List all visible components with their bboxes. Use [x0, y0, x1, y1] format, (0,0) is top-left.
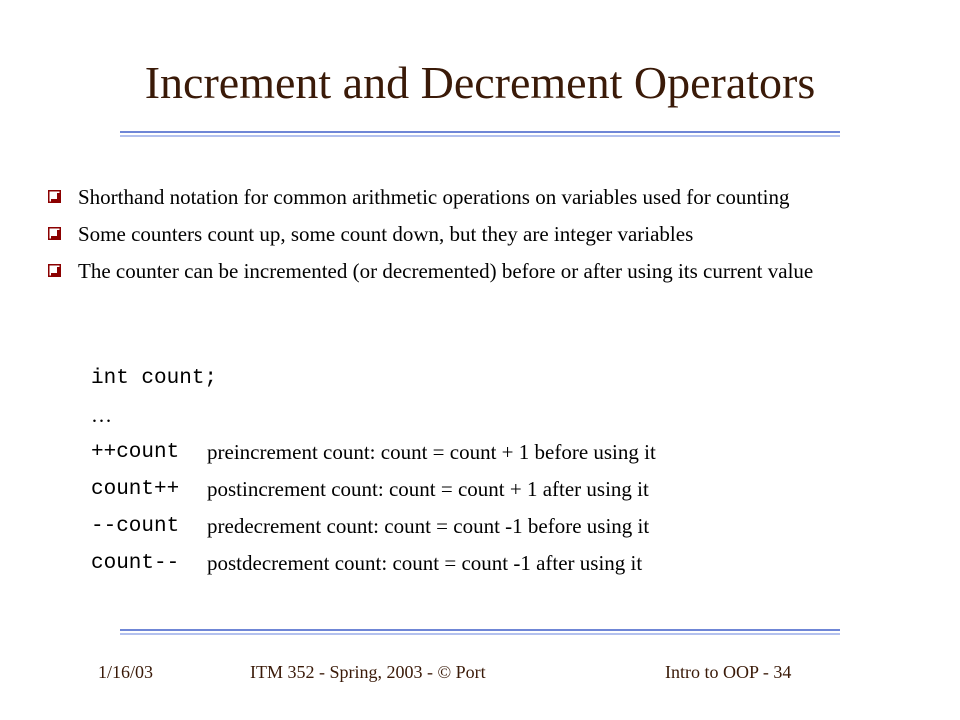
bullet-list	[46, 183, 906, 294]
code-declaration: int count;	[91, 367, 218, 390]
footer-divider	[120, 629, 840, 635]
operator-code: ++count	[91, 441, 180, 464]
operator-code: count++	[91, 478, 180, 501]
bullet-text: The counter can be incremented (or decremented) before or after using its current value	[78, 259, 814, 283]
bullet-text: Some counters count up, some count down, but they are integer variables	[78, 222, 694, 246]
operator-code: count--	[91, 552, 180, 575]
operator-row	[91, 508, 871, 545]
bullet-box-icon	[48, 264, 61, 277]
code-ellipsis-line	[91, 397, 871, 434]
operator-row	[91, 545, 871, 582]
bullet-text: Shorthand notation for common arithmetic operations on variables used for counting	[78, 185, 790, 209]
bullet-box-icon	[48, 227, 61, 240]
footer-page-number: Intro to OOP - 34	[665, 662, 792, 682]
operator-row	[91, 471, 871, 508]
operator-description: preincrement count: count = count + 1 before using it	[207, 440, 656, 464]
operator-description: postincrement count: count = count + 1 after using it	[207, 477, 649, 501]
title-divider	[120, 131, 840, 137]
bullet-item	[46, 220, 906, 248]
footer-date: 1/16/03	[98, 662, 154, 682]
operator-description: predecrement count: count = count -1 before using it	[207, 514, 650, 538]
footer-course: ITM 352 - Spring, 2003 - © Port	[250, 662, 486, 682]
code-ellipsis: …	[91, 403, 112, 427]
bullet-item	[46, 257, 906, 285]
operator-row	[91, 434, 871, 471]
code-examples	[91, 360, 871, 582]
operator-description: postdecrement count: count = count -1 after using it	[207, 551, 643, 575]
operator-code: --count	[91, 515, 180, 538]
bullet-item	[46, 183, 906, 211]
slide-title: Increment and Decrement Operators	[144, 57, 816, 108]
bullet-box-icon	[48, 190, 61, 203]
code-declaration-line	[91, 360, 871, 397]
